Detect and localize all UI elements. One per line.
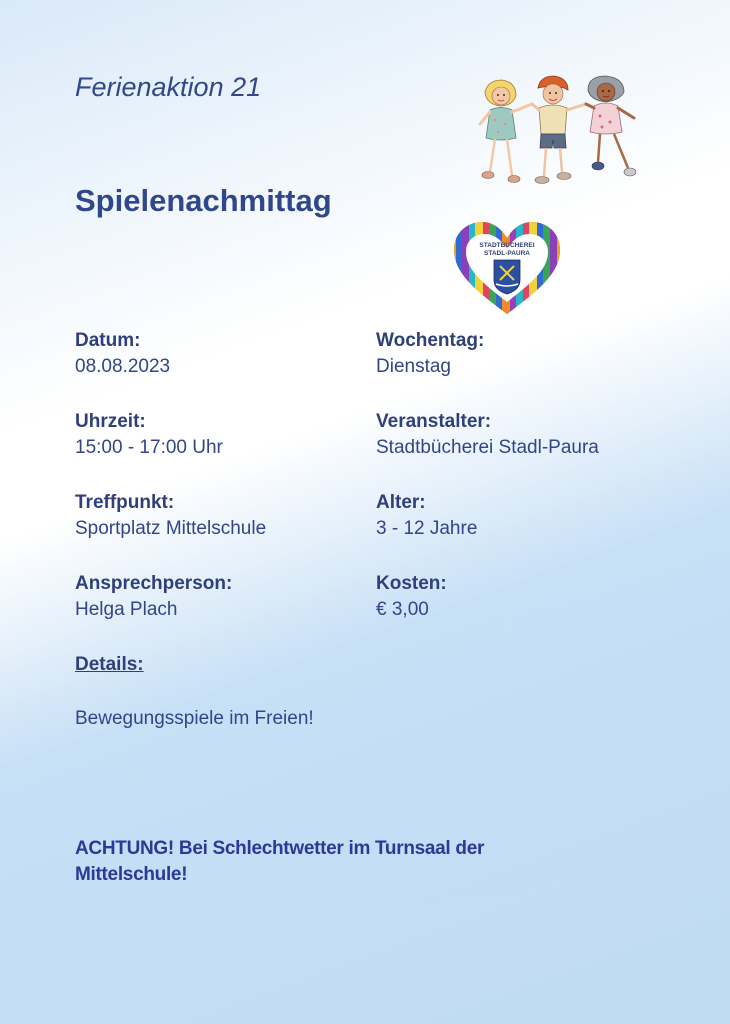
time-value: 15:00 - 17:00 Uhr [75,437,223,458]
girl-right-figure [586,76,636,176]
logo-text-line1: STADTBÜCHEREI [479,242,535,249]
info-time [75,410,376,460]
cost-label: Kosten: [376,573,447,594]
series-title: Ferienaktion 21 [75,72,262,102]
info-contact [75,572,376,622]
time-label: Uhrzeit: [75,411,146,432]
bad-weather-warning: ACHTUNG! Bei Schlechtwetter im Turnsaal der Mittelschule! [75,838,485,885]
organizer-value: Stadtbücherei Stadl-Paura [376,437,599,458]
info-age [376,491,655,541]
children-illustration [470,72,660,194]
library-logo-icon [448,218,566,318]
info-weekday [376,329,655,379]
logo-text-line2: STADL-PAURA [484,250,530,257]
info-organizer [376,410,655,460]
weekday-value: Dienstag [376,356,451,377]
girl-left-figure [480,80,532,183]
age-label: Alter: [376,492,426,513]
boy-middle-figure [532,76,586,184]
event-info-grid [75,329,655,622]
coat-of-arms-icon [494,260,520,294]
meeting-point-label: Treffpunkt: [75,492,175,513]
age-value: 3 - 12 Jahre [376,518,478,539]
contact-value: Helga Plach [75,599,178,620]
info-cost [376,572,655,622]
info-meeting-point [75,491,376,541]
cost-value: € 3,00 [376,599,429,620]
meeting-point-value: Sportplatz Mittelschule [75,518,267,539]
date-value: 08.08.2023 [75,356,171,377]
weekday-label: Wochentag: [376,330,485,351]
page-title: Spielenachmittag [75,183,332,218]
contact-label: Ansprechperson: [75,573,233,594]
info-date [75,329,376,379]
details-text: Bewegungsspiele im Freien! [75,708,314,729]
organizer-label: Veranstalter: [376,411,492,432]
details-heading: Details: [75,654,144,675]
date-label: Datum: [75,330,141,351]
